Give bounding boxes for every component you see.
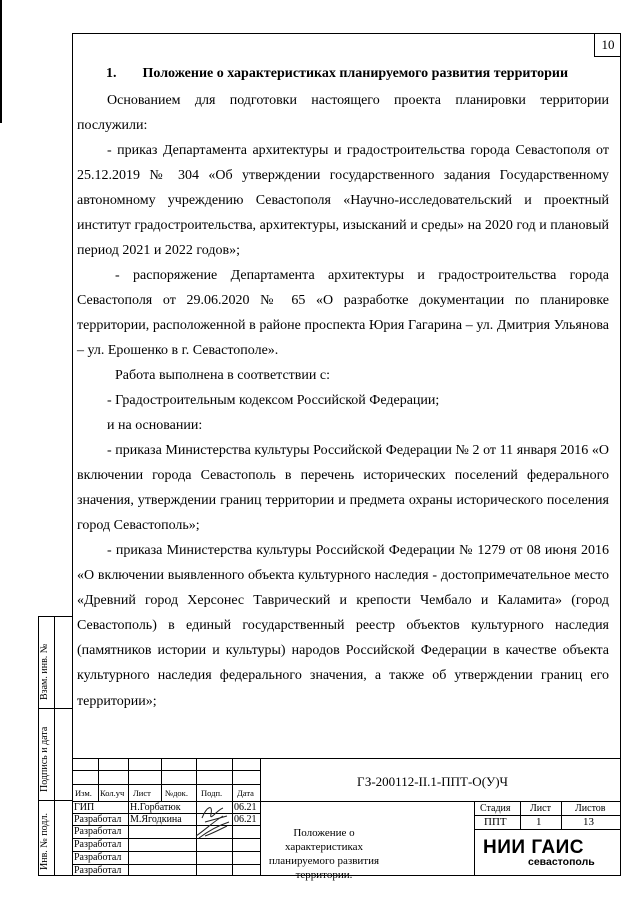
tb-name-gip: Н.Горбатюк: [130, 802, 181, 813]
sheets-label: Листов: [575, 803, 606, 814]
paragraph-3: - распоряжение Департамента архитектуры и градостроительства города Севастополя от 29.06.2020 № 65 «О разработке документации по планировке территории, расположенной в районе проспекта Юрия Гагарина – ул. Дмитрия Ульянова – ул. Ерошенко в г. Севастополе».: [77, 268, 609, 359]
document-code: ГЗ-200112-II.1-ППТ-О(У)Ч: [357, 774, 509, 789]
side-separator-1: [38, 708, 72, 709]
tb-role-row4: Разработал: [74, 839, 122, 850]
tb-header-koluch: Кол.уч: [100, 788, 125, 798]
paragraph-7: - приказа Министерства культуры Российской Федерации № 2 от 11 января 2016 «О включении города Севастополь в перечень исторических поселений федерального значения, утверждении границ территории и предмета охраны исторического поселения город Севастополь»;: [77, 443, 609, 534]
tb-date-gip: 06.21: [234, 802, 257, 813]
paragraph-4: Работа выполнена в соответствии с:: [115, 368, 330, 383]
sheets-value: 13: [583, 816, 594, 828]
tb-date-row2: 06.21: [234, 814, 257, 825]
sheet-title: Положение о характеристиках планируемого развития территории.: [268, 827, 380, 881]
tb-role-gip: ГИП: [74, 802, 95, 813]
sheet-value: 1: [536, 816, 542, 828]
paragraph-6: и на основании:: [107, 418, 203, 433]
side-separator-2: [38, 800, 72, 801]
paragraph-2: - приказ Департамента архитектуры и градостроительства города Севастополя от 25.12.2019 № 304 «Об утверждении государственного задания Государственному автономному учреждению Севастополя «Научно-исследовательский и проектный институт градостроительства, архитектуры, изысканий и среды» на 2020 год и плановый период 2021 и 2022 годов»;: [77, 143, 609, 259]
tb-header-data: Дата: [237, 788, 254, 798]
tb-header-podp: Подп.: [201, 788, 223, 798]
tb-role-row6: Разработал: [74, 865, 122, 876]
section-title: Положение о характеристиках планируемого развития территории: [142, 66, 569, 81]
tb-header-ndok: №док.: [165, 788, 188, 798]
tb-header-list: Лист: [133, 788, 151, 798]
section-number: 1.: [106, 66, 117, 81]
side-label-vzam: Взам. инв. №: [39, 643, 50, 700]
tb-role-row5: Разработал: [74, 852, 122, 863]
sheet-label: Лист: [530, 803, 551, 814]
stage-label: Стадия: [480, 803, 511, 814]
tb-role-row3: Разработал: [74, 826, 122, 837]
page-number: 10: [594, 33, 621, 57]
scan-edge-line: [0, 0, 2, 123]
side-label-podpis: Подпись и дата: [39, 726, 50, 792]
org-logo-city: севастополь: [528, 856, 595, 868]
signature-developer: [193, 812, 233, 840]
paragraph-1: Основанием для подготовки настоящего проекта планировки территории послужили:: [77, 93, 609, 134]
tb-top-line: [72, 758, 621, 759]
org-logo-name: НИИ ГАИС: [483, 837, 584, 858]
section-heading: [106, 66, 568, 82]
tb-role-row2: Разработал: [74, 814, 122, 825]
paragraph-5: - Градостроительным кодексом Российской Федерации;: [107, 393, 440, 408]
side-label-inv: Инв. № подл.: [39, 813, 50, 870]
paragraph-8: - приказа Министерства культуры Российской Федерации № 1279 от 08 июня 2016 «О включении выявленного объекта культурного наследия - достопримечательное место «Древний город Херсонес Таврический и крепости Чембало и Каламита» (город Севастополь) в единый государственный реестр объектов культурного наследия (памятников истории и культуры) народов Российской Федерации в качестве объекта культурного наследия федерального значения, а также об утверждении границ его территории»;: [77, 543, 609, 709]
side-divider: [54, 616, 55, 876]
tb-header-izm: Изм.: [75, 788, 92, 798]
stage-value: ППТ: [484, 816, 507, 828]
tb-name-row2: М.Ягодкина: [130, 814, 182, 825]
